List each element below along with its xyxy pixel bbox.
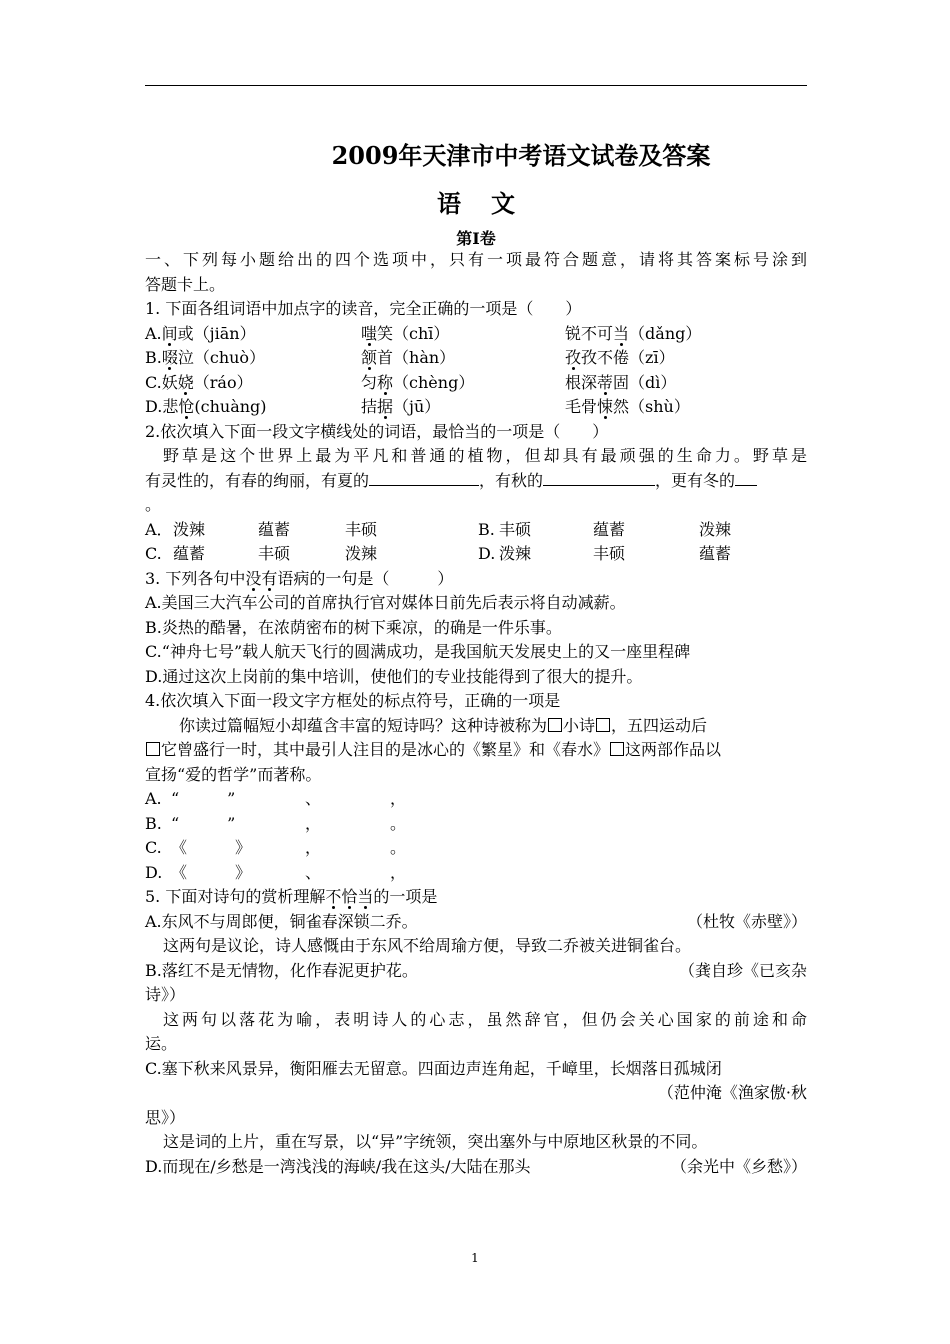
q4-option-row: B. “ ” ， 。 xyxy=(145,813,407,833)
q5-comment-c: 这是词的上片，重在写景，以“异”字统领，突出塞外与中原地区秋景的不同。 xyxy=(163,1132,708,1151)
punct-box xyxy=(146,742,160,756)
dotted-char: 间 xyxy=(161,323,178,343)
punct-box xyxy=(596,718,610,732)
dotted-char: 孜 xyxy=(565,348,582,367)
section-instruction-cont: 答题卡上。 xyxy=(145,274,226,294)
page-number: 1 xyxy=(471,1251,479,1265)
dotted-char: 嗤 xyxy=(361,323,378,343)
q3-option: D.通过这次上岗前的集中培训，使他们的专业技能得到了很大的提升。 xyxy=(145,666,643,686)
q5-comment-b-cont: 运。 xyxy=(145,1034,178,1053)
q2-passage-blanks: 有灵性的，有春的绚丽，有夏的 ，有秋的 ，更有冬的 xyxy=(145,469,807,494)
q4-passage-cont: 它曾盛行一时，其中最引人注目的是冰心的《繁星》和《春水》 这两部作品以 xyxy=(145,738,807,763)
q4-option-row: C. 《 》 ， 。 xyxy=(145,838,407,857)
q5-stem: 5. 下面对诗句的赏析理解不恰当的一项是 xyxy=(145,887,438,906)
q4-stem: 4.依次填入下面一段文字方框处的标点符号，正确的一项是 xyxy=(145,691,561,710)
dotted-char: 娆 xyxy=(177,372,194,392)
q1-option-row: A.间或（jiān） 嗤笑（chī） 锐不可当（dǎng） xyxy=(145,323,702,343)
q2-option-row: A． 泼辣 蕴蓄 丰硕 B. 丰硕 蕴蓄 泼辣 xyxy=(145,519,732,539)
q4-passage: 你读过篇幅短小却蕴含丰富的短诗吗？这种诗被称为 小诗 ，五四运动后 xyxy=(179,715,708,735)
section-instruction: 一、下列每小题给出的四个选项中，只有一项最符合题意，请将其答案标号涂到 xyxy=(145,250,807,269)
dotted-char: 啜 xyxy=(161,348,178,367)
q5-option-c-source: （范仲淹《渔家傲·秋 xyxy=(657,1083,807,1102)
q2-passage: 野草是这个世界上最为平凡和普通的植物，但却具有最顽强的生命力。野草是 xyxy=(163,446,807,465)
volume-title: 第Ⅰ卷 xyxy=(456,229,496,248)
poem-source: （杜牧《赤壁》） xyxy=(686,911,807,931)
page-title: 2009年天津市中考语文试卷及答案 xyxy=(331,141,711,170)
dotted-char: 称 xyxy=(377,372,394,392)
q1-stem: 1. 下面各组词语中加点字的读音，完全正确的一项是（ ） xyxy=(145,299,582,318)
dotted-char: 怆 xyxy=(178,397,195,416)
q1-option-row: B.啜泣（chuò） 颔首（hàn） 孜孜不倦（zī） xyxy=(145,348,675,367)
q2-option-row: C. 蕴蓄 丰硕 泼辣 D. 泼辣 丰硕 蕴蓄 xyxy=(145,544,732,563)
q3-option: B.炎热的酷暑，在浓荫密布的树下乘凉，的确是一件乐事。 xyxy=(145,617,562,637)
q5-comment-b: 这两句以落花为喻，表明诗人的心志，虽然辞官，但仍会关心国家的前途和命 xyxy=(163,1009,807,1029)
q4-passage-end: 宣扬“爱的哲学”而著称。 xyxy=(145,764,322,784)
q5-option-d: D.而现在/乡愁是一湾浅浅的海峡/我在这头/大陆在那头 （余光中《乡愁》） xyxy=(145,1155,807,1180)
q2-passage-end: 。 xyxy=(145,495,162,514)
dotted-char: 有 xyxy=(261,568,278,588)
q2-stem: 2.依次填入下面一段文字横线处的词语，最恰当的一项是（ ） xyxy=(145,421,609,441)
q1-option-row: D.悲怆(chuàng) 拮据（jū） 毛骨悚然（shù） xyxy=(145,397,690,416)
dotted-char: 没 xyxy=(245,568,262,588)
dotted-char: 蒂 xyxy=(597,372,614,392)
subject-title: 语文 xyxy=(437,189,545,218)
poem-source: （余光中《乡愁》） xyxy=(670,1156,807,1176)
q5-option-b: B.落红不是无情物，化作春泥更护花。 （龚自珍《已亥杂 xyxy=(145,959,807,984)
q4-option-row: A. “ ” 、 ， xyxy=(145,789,407,808)
q5-comment-a: 这两句是议论，诗人感慨由于东风不给周瑜方便，导致二乔被关进铜雀台。 xyxy=(163,936,692,955)
q5-option-c-source-cont: 思》） xyxy=(145,1107,186,1127)
q5-option-c: C.塞下秋来风景异，衡阳雁去无留意。四面边声连角起，千嶂里，长烟落日孤城闭 xyxy=(145,1058,722,1078)
dotted-char: 悚 xyxy=(597,397,614,416)
q3-stem: 3. 下列各句中没有语病的一句是（ ） xyxy=(145,568,454,588)
q3-option: C.“神舟七号”载人航天飞行的圆满成功，是我国航天发展史上的又一座里程碑 xyxy=(145,642,691,661)
q4-option-row: D. 《 》 、 ， xyxy=(145,862,407,882)
dotted-char: 恰 xyxy=(341,887,358,906)
fill-blank xyxy=(543,469,655,486)
fill-blank xyxy=(369,469,479,486)
fill-blank xyxy=(735,469,757,486)
dotted-char: 当 xyxy=(357,887,374,906)
q3-option: A.美国三大汽车公司的首席执行官对媒体日前先后表示将自动减薪。 xyxy=(145,593,626,612)
dotted-char: 据 xyxy=(377,397,394,416)
q5-option-b-source-cont: 诗》） xyxy=(145,985,186,1004)
punct-box xyxy=(548,718,562,732)
exam-content xyxy=(145,248,807,1179)
q5-option-a: A.东风不与周郎便，铜雀春深锁二乔。 （杜牧《赤壁》） xyxy=(145,910,807,935)
header-rule xyxy=(145,85,807,86)
q1-option-row: C.妖娆（ráo） 匀称（chèng） 根深蒂固（dì） xyxy=(145,372,677,392)
poem-source: （龚自珍《已亥杂 xyxy=(678,960,807,980)
dotted-char: 颔 xyxy=(361,348,378,367)
punct-box xyxy=(610,742,624,756)
dotted-char: 当 xyxy=(613,323,630,343)
dotted-char: 不 xyxy=(325,887,342,906)
